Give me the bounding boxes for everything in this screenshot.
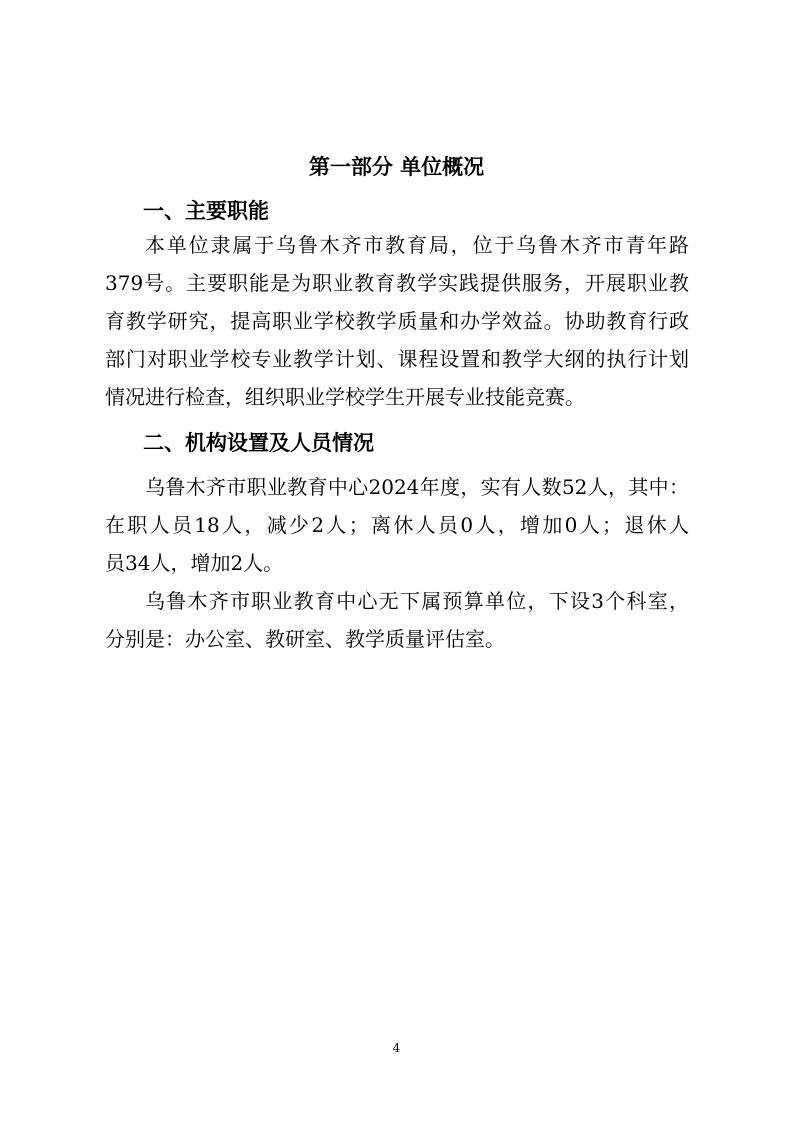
text-line: 在职人员18人，减少2人；离休人员0人，增加0人；退休人 xyxy=(105,513,689,537)
section-heading-main-functions: 一、主要职能 xyxy=(143,199,269,223)
text-line: 分别是：办公室、教研室、教学质量评估室。 xyxy=(105,627,505,651)
page-title: 第一部分 单位概况 xyxy=(308,155,485,179)
paragraph-departments xyxy=(105,582,689,658)
text-line: 情况进行检查，组织职业学校学生开展专业技能竞赛。 xyxy=(105,385,585,409)
paragraph-main-functions xyxy=(105,226,689,416)
text-line: 乌鲁木齐市职业教育中心2024年度，实有人数52人，其中： xyxy=(145,475,689,499)
text-line: 本单位隶属于乌鲁木齐市教育局，位于乌鲁木齐市青年路 xyxy=(145,233,689,257)
text-line: 379号。主要职能是为职业教育教学实践提供服务，开展职业教 xyxy=(105,271,689,295)
text-line: 员34人，增加2人。 xyxy=(105,551,284,575)
text-line: 部门对职业学校专业教学计划、课程设置和教学大纲的执行计划 xyxy=(105,347,689,371)
page-number: 4 xyxy=(392,1041,401,1055)
section-heading-organization-staff: 二、机构设置及人员情况 xyxy=(143,431,374,455)
text-line: 乌鲁木齐市职业教育中心无下属预算单位，下设3个科室， xyxy=(145,589,689,613)
text-line: 育教学研究，提高职业学校教学质量和办学效益。协助教育行政 xyxy=(105,309,689,333)
paragraph-staff-count xyxy=(105,468,689,582)
